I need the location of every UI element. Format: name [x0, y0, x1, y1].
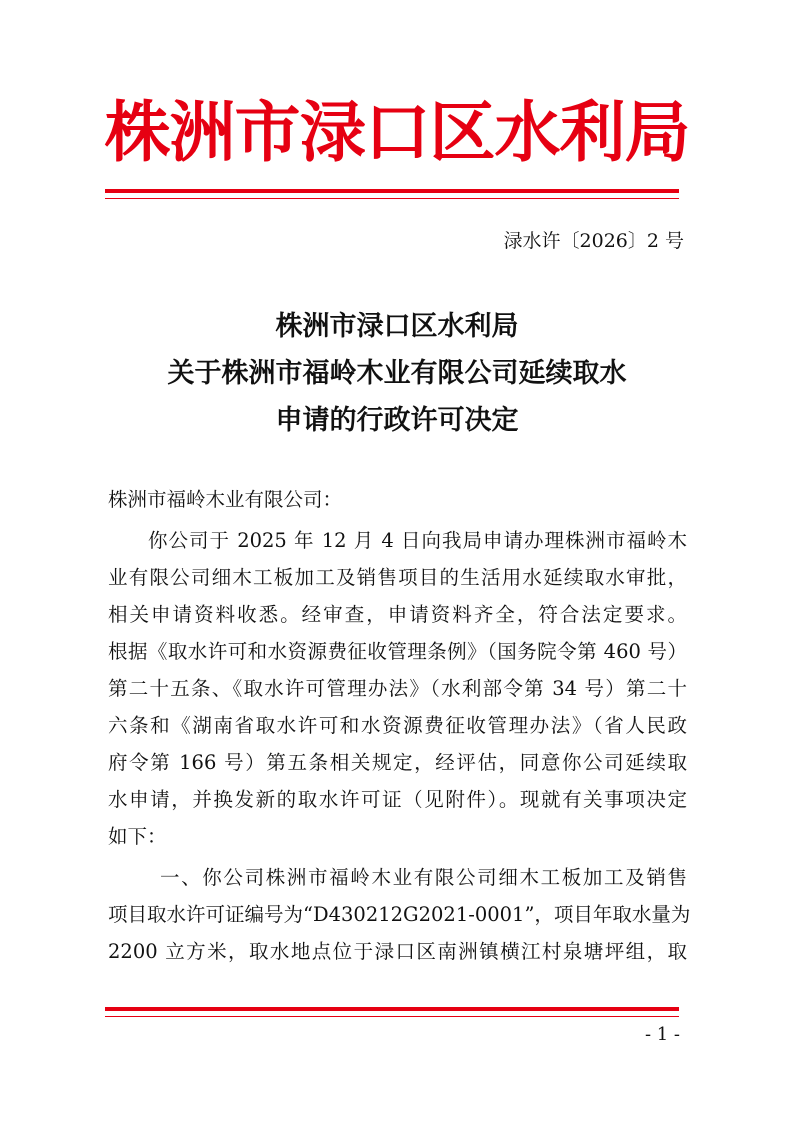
agency-masthead: 株洲市渌口区水利局 — [104, 93, 690, 171]
body-line: 府令第 166 号）第五条相关规定，经评估，同意你公司延续取 — [108, 751, 687, 774]
item-1-line: 一、你公司株洲市福岭木业有限公司细木工板加工及销售 — [160, 866, 687, 889]
masthead-divider-thin — [105, 198, 679, 199]
body-line: 你公司于 2025 年 12 月 4 日向我局申请办理株洲市福岭木 — [148, 529, 687, 552]
addressee: 株洲市福岭木业有限公司： — [108, 488, 343, 511]
item-1-line: 项目取水许可证编号为“D430212G2021-0001”，项目年取水量为 — [108, 903, 691, 926]
item-1-line: 2200 立方米，取水地点位于渌口区南洲镇横江村泉塘坪组，取 — [108, 940, 687, 963]
body-line: 如下： — [108, 825, 167, 848]
title-line-2: 关于株洲市福岭木业有限公司延续取水 — [167, 358, 627, 389]
document-number: 渌水许〔2026〕2 号 — [503, 230, 684, 252]
masthead-divider-thick — [105, 189, 679, 193]
page-number: - 1 - — [644, 1024, 680, 1045]
body-line: 根据《取水许可和水资源费征收管理条例》（国务院令第 460 号） — [108, 640, 687, 663]
body-line: 第二十五条、《取水许可管理办法》（水利部令第 34 号）第二十 — [108, 677, 687, 700]
footer-divider-thin — [105, 1016, 679, 1017]
body-line: 业有限公司细木工板加工及销售项目的生活用水延续取水审批， — [108, 566, 687, 589]
title-line-3: 申请的行政许可决定 — [275, 405, 519, 436]
footer-divider-thick — [105, 1007, 679, 1011]
body-line: 水申请，并换发新的取水许可证（见附件）。现就有关事项决定 — [108, 788, 687, 811]
title-line-1: 株洲市渌口区水利局 — [275, 311, 519, 342]
body-line: 六条和《湖南省取水许可和水资源费征收管理办法》（省人民政 — [108, 714, 687, 737]
body-line: 相关申请资料收悉。经审查，申请资料齐全，符合法定要求。 — [108, 603, 687, 626]
